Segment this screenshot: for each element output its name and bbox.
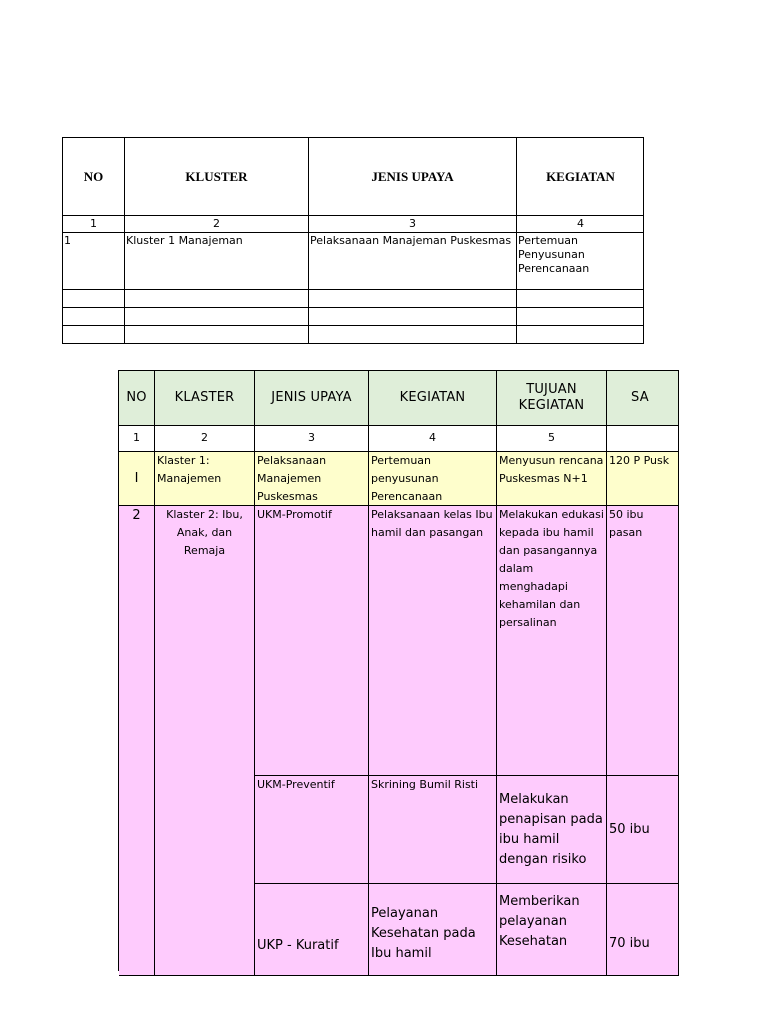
column-number: 2 bbox=[155, 426, 255, 452]
header-no: NO bbox=[63, 138, 125, 216]
column-number: 2 bbox=[125, 216, 309, 233]
column-number: 4 bbox=[369, 426, 497, 452]
row2-klaster: Klaster 2: Ibu, Anak, dan Remaja bbox=[155, 506, 255, 976]
empty-cell bbox=[63, 290, 125, 308]
column-number: 1 bbox=[63, 216, 125, 233]
header-jenis-upaya: JENIS UPAYA bbox=[309, 138, 517, 216]
row2a-jenis-upaya: UKM-Promotif bbox=[255, 506, 369, 776]
row2b-jenis-upaya: UKM-Preventif bbox=[255, 776, 369, 884]
row1-sasaran: 120 P Pusk bbox=[607, 452, 679, 506]
empty-cell bbox=[517, 326, 644, 343]
empty-cell bbox=[517, 308, 644, 326]
row2c-jenis-upaya: UKP - Kuratif bbox=[255, 884, 369, 976]
empty-cell bbox=[63, 308, 125, 326]
row2c-kegiatan: Pelayanan Kesehatan pada Ibu hamil bbox=[369, 884, 497, 976]
empty-cell bbox=[63, 326, 125, 343]
empty-cell bbox=[309, 308, 517, 326]
empty-cell bbox=[125, 326, 309, 343]
empty-cell bbox=[125, 290, 309, 308]
empty-cell bbox=[125, 308, 309, 326]
row2-no: 2 bbox=[119, 506, 155, 976]
row2b-sasaran: 50 ibu bbox=[607, 776, 679, 884]
header-kluster: KLUSTER bbox=[125, 138, 309, 216]
table-klaster bbox=[118, 370, 670, 961]
row2a-tujuan: Melakukan edukasi kepada ibu hamil dan pasangannya dalam menghadapi kehamilan dan persalinan bbox=[497, 506, 607, 776]
empty-cell bbox=[309, 290, 517, 308]
header-kegiatan: KEGIATAN bbox=[517, 138, 644, 216]
header-no: NO bbox=[119, 371, 155, 426]
column-number: 3 bbox=[255, 426, 369, 452]
row1-no: 1 bbox=[63, 233, 125, 290]
column-number: 3 bbox=[309, 216, 517, 233]
header-sasaran: SA bbox=[607, 371, 679, 426]
row1-kegiatan: Pertemuan penyusunan Perencanaan bbox=[369, 452, 497, 506]
header-klaster: KLASTER bbox=[155, 371, 255, 426]
row2b-kegiatan: Skrining Bumil Risti bbox=[369, 776, 497, 884]
row2a-kegiatan: Pelaksanaan kelas Ibu hamil dan pasangan bbox=[369, 506, 497, 776]
row1-kluster: Kluster 1 Manajeman bbox=[125, 233, 309, 290]
column-number: 1 bbox=[119, 426, 155, 452]
row1-jenis-upaya: Pelaksanaan Manajemen Puskesmas bbox=[255, 452, 369, 506]
row1-jenis-upaya: Pelaksanaan Manajeman Puskesmas bbox=[309, 233, 517, 290]
table-kluster bbox=[62, 137, 644, 344]
header-kegiatan: KEGIATAN bbox=[369, 371, 497, 426]
column-number: 5 bbox=[497, 426, 607, 452]
row2b-tujuan: Melakukan penapisan pada ibu hamil dengan risiko bbox=[497, 776, 607, 884]
row1-klaster: Klaster 1: Manajemen bbox=[155, 452, 255, 506]
empty-cell bbox=[309, 326, 517, 343]
column-number: 4 bbox=[517, 216, 644, 233]
row1-tujuan: Menyusun rencana Puskesmas N+1 bbox=[497, 452, 607, 506]
row1-no: I bbox=[119, 452, 155, 506]
empty-cell bbox=[517, 290, 644, 308]
row2a-sasaran: 50 ibu pasan bbox=[607, 506, 679, 776]
row2c-tujuan: Memberikan pelayanan Kesehatan bbox=[497, 884, 607, 976]
row1-kegiatan: Pertemuan Penyusunan Perencanaan bbox=[517, 233, 644, 290]
header-tujuan-kegiatan: TUJUAN KEGIATAN bbox=[497, 371, 607, 426]
row2c-sasaran: 70 ibu bbox=[607, 884, 679, 976]
header-jenis-upaya: JENIS UPAYA bbox=[255, 371, 369, 426]
column-number bbox=[607, 426, 679, 452]
